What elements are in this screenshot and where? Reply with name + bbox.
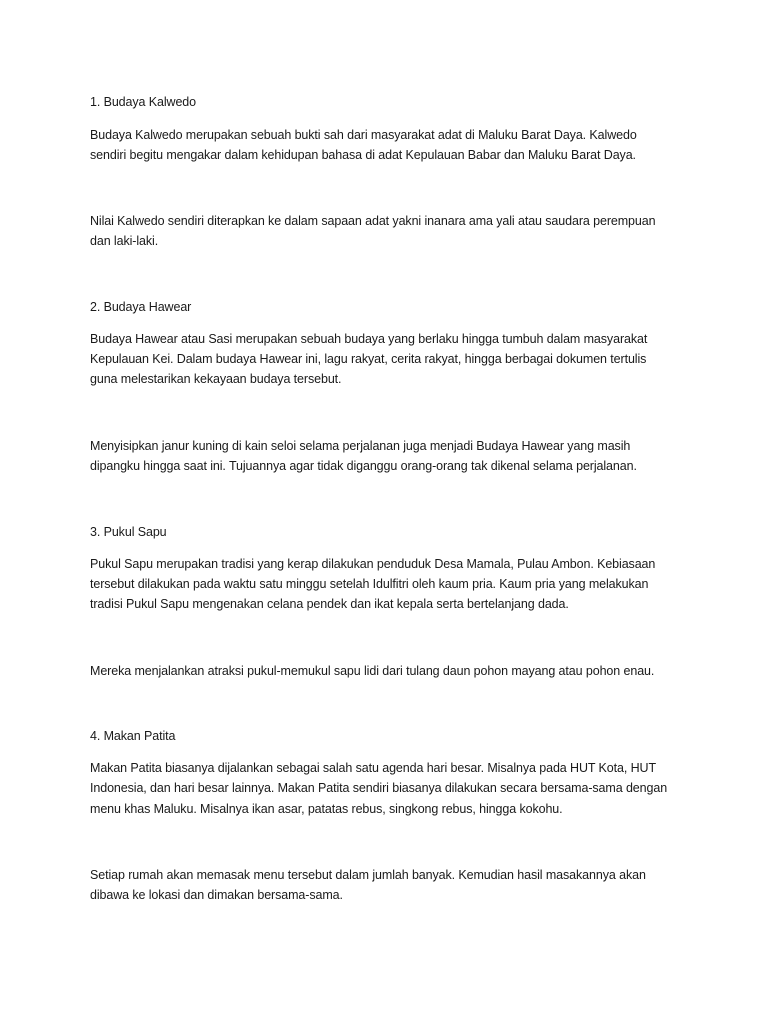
section-heading: 3. Pukul Sapu — [90, 525, 167, 539]
paragraph-line: Nilai Kalwedo sendiri diterapkan ke dalam sapaan adat yakni inanara ama yali atau saudara perempuan — [90, 214, 656, 228]
paragraph-line: dipangku hingga saat ini. Tujuannya agar tidak diganggu orang-orang tak dikenal selama perjalanan. — [90, 459, 637, 473]
paragraph-line: Menyisipkan janur kuning di kain seloi selama perjalanan juga menjadi Budaya Hawear yang masih — [90, 439, 631, 453]
paragraph-line: Makan Patita biasanya dijalankan sebagai salah satu agenda hari besar. Misalnya pada HUT Kota, HUT — [90, 761, 657, 775]
paragraph-line: dibawa ke lokasi dan dimakan bersama-sama. — [90, 888, 343, 902]
section-heading: 4. Makan Patita — [90, 729, 176, 743]
paragraph-line: guna melestarikan kekayaan budaya tersebut. — [90, 372, 342, 386]
paragraph-line: menu khas Maluku. Misalnya ikan asar, patatas rebus, singkong rebus, hingga kokohu. — [90, 802, 563, 816]
paragraph-line: Mereka menjalankan atraksi pukul-memukul sapu lidi dari tulang daun pohon mayang atau pohon enau. — [90, 664, 655, 678]
section-heading: 2. Budaya Hawear — [90, 300, 192, 314]
paragraph-line: Budaya Hawear atau Sasi merupakan sebuah budaya yang berlaku hingga tumbuh dalam masyarakat — [90, 332, 648, 346]
paragraph-line: Indonesia, dan hari besar lainnya. Makan Patita sendiri biasanya dilakukan secara bersama-sama dengan — [90, 781, 668, 795]
paragraph-line: Kepulauan Kei. Dalam budaya Hawear ini, lagu rakyat, cerita rakyat, hingga berbagai dokumen tertulis — [90, 352, 647, 366]
section-heading: 1. Budaya Kalwedo — [90, 95, 197, 109]
paragraph-line: Budaya Kalwedo merupakan sebuah bukti sah dari masyarakat adat di Maluku Barat Daya. Kalwedo — [90, 128, 637, 142]
paragraph-line: Setiap rumah akan memasak menu tersebut dalam jumlah banyak. Kemudian hasil masakannya akan — [90, 868, 646, 882]
paragraph-line: tradisi Pukul Sapu mengenakan celana pendek dan ikat kepala serta bertelanjang dada. — [90, 597, 569, 611]
paragraph-line: tersebut dilakukan pada waktu satu minggu setelah Idulfitri oleh kaum pria. Kaum pria yang melakukan — [90, 577, 649, 591]
paragraph-line: sendiri begitu mengakar dalam kehidupan bahasa di adat Kepulauan Babar dan Maluku Barat Daya. — [90, 148, 636, 162]
paragraph-line: Pukul Sapu merupakan tradisi yang kerap dilakukan penduduk Desa Mamala, Pulau Ambon. Kebiasaan — [90, 557, 656, 571]
paragraph-line: dan laki-laki. — [90, 234, 159, 248]
